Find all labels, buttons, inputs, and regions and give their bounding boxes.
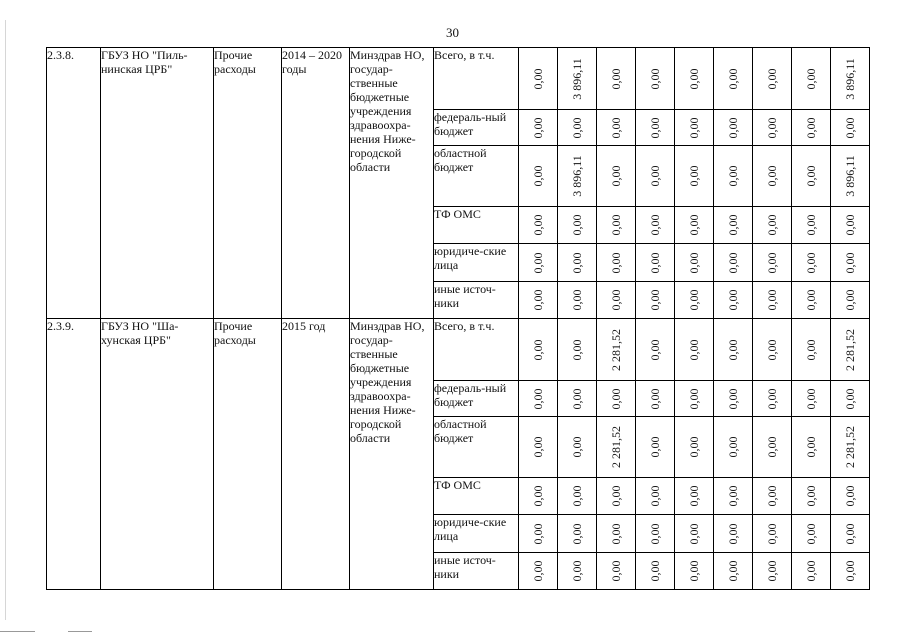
funding-source: ТФ ОМС: [434, 478, 519, 515]
amount-cell: [636, 478, 675, 515]
amount-cell: [558, 319, 597, 381]
amount-value: 0,00: [765, 214, 779, 236]
amount-value: 0,00: [726, 339, 740, 360]
table-row: [47, 48, 870, 110]
amount-value: 0,00: [531, 214, 545, 236]
amount-value: 0,00: [726, 252, 740, 273]
amount-cell: [558, 478, 597, 515]
amount-value: 0,00: [804, 214, 818, 236]
amount-cell: [675, 244, 714, 282]
amount-cell: [636, 515, 675, 553]
funding-source: федераль-ный бюджет: [434, 381, 519, 417]
amount-value: 0,00: [804, 485, 818, 507]
amount-value: 0,00: [648, 117, 662, 138]
amount-cell: [519, 146, 558, 207]
amount-value: 0,00: [804, 68, 818, 89]
amount-value: 0,00: [531, 485, 545, 507]
executor: Минздрав НО, государ-ственные бюджетные учреждения здравоохра-нения Ниже-городской области: [350, 48, 434, 319]
amount-cell: [519, 207, 558, 244]
amount-value: 0,00: [609, 388, 623, 409]
amount-cell: [519, 282, 558, 319]
amount-cell: [753, 319, 792, 381]
amount-value: 2 281,52: [609, 426, 623, 468]
amount-value: 0,00: [804, 165, 818, 187]
amount-value: 0,00: [609, 214, 623, 236]
amount-value: 0,00: [804, 560, 818, 582]
amount-cell: [831, 553, 870, 590]
amount-value: 0,00: [609, 289, 623, 311]
organization-name: ГБУЗ НО "Пиль-нинская ЦРБ": [101, 48, 214, 319]
amount-cell: [753, 515, 792, 553]
amount-value: 0,00: [765, 388, 779, 409]
amount-value: 3 896,11: [843, 57, 857, 100]
scan-edge-line: [5, 20, 6, 620]
amount-cell: [519, 110, 558, 146]
amount-cell: [831, 48, 870, 110]
amount-value: 0,00: [648, 339, 662, 360]
implementation-period: 2015 год: [282, 319, 350, 590]
amount-cell: [636, 244, 675, 282]
amount-cell: [792, 48, 831, 110]
funding-source: иные источ-ники: [434, 282, 519, 319]
amount-cell: [753, 207, 792, 244]
amount-value: 0,00: [726, 436, 740, 458]
amount-value: 0,00: [609, 68, 623, 89]
amount-cell: [597, 244, 636, 282]
amount-value: 0,00: [687, 523, 701, 544]
amount-cell: [831, 478, 870, 515]
amount-cell: [675, 515, 714, 553]
amount-cell: [714, 319, 753, 381]
amount-value: 2 281,52: [609, 328, 623, 371]
amount-value: 0,00: [648, 523, 662, 544]
footer-mark: [0, 631, 35, 632]
amount-value: 0,00: [804, 436, 818, 458]
amount-cell: [792, 553, 831, 590]
amount-value: 0,00: [804, 339, 818, 360]
amount-value: 0,00: [531, 117, 545, 138]
amount-cell: [792, 319, 831, 381]
amount-cell: [519, 381, 558, 417]
amount-value: 3 896,11: [843, 155, 857, 197]
amount-value: 0,00: [648, 68, 662, 89]
amount-value: 0,00: [648, 560, 662, 582]
amount-cell: [636, 48, 675, 110]
amount-value: 0,00: [570, 117, 584, 138]
amount-cell: [675, 381, 714, 417]
amount-cell: [714, 381, 753, 417]
amount-value: 0,00: [765, 560, 779, 582]
page-number: 30: [446, 25, 459, 40]
amount-cell: [714, 146, 753, 207]
amount-value: 0,00: [726, 523, 740, 544]
amount-cell: [753, 110, 792, 146]
amount-value: 0,00: [570, 436, 584, 458]
expense-type: Прочие расходы: [214, 48, 282, 319]
amount-value: 0,00: [687, 436, 701, 458]
amount-value: 0,00: [726, 68, 740, 89]
amount-value: 0,00: [570, 214, 584, 236]
amount-value: 0,00: [687, 388, 701, 409]
amount-value: 0,00: [570, 560, 584, 582]
amount-value: 0,00: [765, 289, 779, 311]
amount-cell: [675, 48, 714, 110]
amount-value: 0,00: [804, 388, 818, 409]
amount-cell: [636, 207, 675, 244]
amount-value: 0,00: [648, 252, 662, 273]
amount-cell: [714, 553, 753, 590]
funding-source: областной бюджет: [434, 417, 519, 478]
amount-cell: [597, 553, 636, 590]
amount-cell: [714, 110, 753, 146]
amount-value: 0,00: [843, 388, 857, 409]
amount-cell: [558, 207, 597, 244]
amount-cell: [831, 146, 870, 207]
amount-cell: [714, 478, 753, 515]
amount-value: 0,00: [726, 485, 740, 507]
amount-value: 0,00: [609, 165, 623, 187]
amount-cell: [792, 282, 831, 319]
amount-value: 0,00: [843, 485, 857, 507]
amount-cell: [519, 319, 558, 381]
amount-value: 0,00: [765, 252, 779, 273]
amount-cell: [792, 110, 831, 146]
amount-value: 0,00: [687, 339, 701, 360]
amount-cell: [792, 515, 831, 553]
amount-value: 0,00: [687, 68, 701, 89]
amount-value: 0,00: [609, 560, 623, 582]
amount-cell: [714, 207, 753, 244]
amount-cell: [753, 478, 792, 515]
amount-value: 0,00: [726, 117, 740, 138]
amount-value: 0,00: [726, 165, 740, 187]
amount-cell: [675, 417, 714, 478]
amount-value: 0,00: [570, 485, 584, 507]
implementation-period: 2014 – 2020 годы: [282, 48, 350, 319]
amount-cell: [519, 478, 558, 515]
amount-value: 0,00: [765, 485, 779, 507]
amount-value: 0,00: [531, 523, 545, 544]
amount-value: 0,00: [765, 436, 779, 458]
funding-source: юридиче-ские лица: [434, 244, 519, 282]
amount-value: 0,00: [687, 289, 701, 311]
amount-cell: [792, 244, 831, 282]
amount-value: 0,00: [765, 339, 779, 360]
amount-value: 0,00: [765, 117, 779, 138]
amount-cell: [636, 319, 675, 381]
amount-cell: [558, 381, 597, 417]
amount-cell: [636, 381, 675, 417]
funding-source: иные источ-ники: [434, 553, 519, 590]
amount-value: 0,00: [609, 523, 623, 544]
amount-cell: [831, 381, 870, 417]
amount-cell: [753, 48, 792, 110]
amount-cell: [753, 146, 792, 207]
amount-cell: [597, 110, 636, 146]
amount-cell: [714, 244, 753, 282]
amount-value: 0,00: [531, 436, 545, 458]
amount-cell: [519, 553, 558, 590]
amount-cell: [636, 282, 675, 319]
amount-cell: [597, 207, 636, 244]
amount-value: 0,00: [570, 289, 584, 311]
amount-cell: [675, 207, 714, 244]
amount-value: 0,00: [804, 523, 818, 544]
amount-cell: [714, 515, 753, 553]
amount-cell: [558, 110, 597, 146]
amount-cell: [636, 110, 675, 146]
amount-cell: [597, 48, 636, 110]
amount-cell: [519, 244, 558, 282]
amount-cell: [831, 207, 870, 244]
amount-cell: [597, 146, 636, 207]
amount-cell: [558, 417, 597, 478]
amount-cell: [675, 553, 714, 590]
amount-cell: [558, 515, 597, 553]
funding-source: федераль-ный бюджет: [434, 110, 519, 146]
funding-source: областной бюджет: [434, 146, 519, 207]
amount-value: 0,00: [648, 289, 662, 311]
amount-value: 0,00: [687, 485, 701, 507]
amount-value: 0,00: [687, 252, 701, 273]
amount-cell: [792, 478, 831, 515]
amount-value: 0,00: [843, 117, 857, 138]
amount-value: 0,00: [804, 289, 818, 311]
amount-value: 0,00: [726, 560, 740, 582]
amount-cell: [597, 417, 636, 478]
amount-value: 0,00: [726, 214, 740, 236]
amount-value: 2 281,52: [843, 426, 857, 468]
amount-value: 0,00: [570, 523, 584, 544]
amount-value: 0,00: [531, 165, 545, 187]
amount-value: 0,00: [765, 68, 779, 89]
amount-value: 0,00: [609, 117, 623, 138]
amount-value: 0,00: [570, 252, 584, 273]
amount-cell: [597, 282, 636, 319]
amount-value: 0,00: [765, 165, 779, 187]
amount-value: 0,00: [843, 214, 857, 236]
amount-cell: [558, 244, 597, 282]
amount-cell: [792, 381, 831, 417]
amount-cell: [675, 319, 714, 381]
amount-cell: [675, 282, 714, 319]
amount-value: 2 281,52: [843, 328, 857, 371]
amount-value: 0,00: [570, 388, 584, 409]
table-row: [47, 319, 870, 381]
item-code: 2.3.8.: [47, 48, 101, 319]
amount-value: 0,00: [804, 252, 818, 273]
amount-value: 3 896,11: [570, 57, 584, 100]
amount-value: 0,00: [843, 560, 857, 582]
amount-value: 0,00: [609, 252, 623, 273]
amount-cell: [519, 417, 558, 478]
amount-value: 0,00: [648, 214, 662, 236]
amount-value: 0,00: [843, 523, 857, 544]
amount-cell: [831, 417, 870, 478]
amount-cell: [753, 381, 792, 417]
amount-cell: [831, 244, 870, 282]
amount-cell: [597, 319, 636, 381]
funding-source: юридиче-ские лица: [434, 515, 519, 553]
funding-source: Всего, в т.ч.: [434, 48, 519, 110]
amount-cell: [558, 282, 597, 319]
amount-value: 0,00: [726, 289, 740, 311]
amount-value: 0,00: [531, 560, 545, 582]
amount-value: 0,00: [726, 388, 740, 409]
amount-cell: [714, 48, 753, 110]
amount-cell: [792, 207, 831, 244]
amount-cell: [636, 417, 675, 478]
amount-cell: [753, 244, 792, 282]
amount-cell: [597, 381, 636, 417]
amount-cell: [753, 553, 792, 590]
amount-cell: [675, 110, 714, 146]
amount-cell: [597, 515, 636, 553]
amount-cell: [753, 417, 792, 478]
amount-cell: [558, 48, 597, 110]
amount-cell: [558, 146, 597, 207]
amount-cell: [714, 417, 753, 478]
amount-value: 0,00: [648, 436, 662, 458]
amount-cell: [558, 553, 597, 590]
amount-value: 0,00: [531, 339, 545, 360]
amount-value: 0,00: [609, 485, 623, 507]
amount-cell: [675, 478, 714, 515]
amount-cell: [519, 515, 558, 553]
funding-source: Всего, в т.ч.: [434, 319, 519, 381]
expense-type: Прочие расходы: [214, 319, 282, 590]
amount-value: 0,00: [570, 339, 584, 360]
item-code: 2.3.9.: [47, 319, 101, 590]
amount-cell: [831, 282, 870, 319]
amount-value: 0,00: [843, 252, 857, 273]
amount-value: 0,00: [531, 289, 545, 311]
amount-cell: [753, 282, 792, 319]
amount-value: 0,00: [804, 117, 818, 138]
organization-name: ГБУЗ НО "Ша-хунская ЦРБ": [101, 319, 214, 590]
amount-value: 0,00: [687, 165, 701, 187]
amount-value: 0,00: [687, 117, 701, 138]
amount-cell: [792, 417, 831, 478]
footer-mark: [68, 631, 92, 632]
amount-cell: [831, 319, 870, 381]
amount-cell: [636, 146, 675, 207]
amount-value: 3 896,11: [570, 155, 584, 197]
amount-cell: [714, 282, 753, 319]
funding-source: ТФ ОМС: [434, 207, 519, 244]
amount-value: 0,00: [648, 165, 662, 187]
amount-cell: [597, 478, 636, 515]
amount-value: 0,00: [687, 560, 701, 582]
amount-value: 0,00: [648, 388, 662, 409]
amount-value: 0,00: [687, 214, 701, 236]
amount-value: 0,00: [531, 388, 545, 409]
amount-cell: [831, 515, 870, 553]
amount-value: 0,00: [531, 68, 545, 89]
amount-value: 0,00: [765, 523, 779, 544]
funding-table: [46, 47, 870, 590]
amount-cell: [519, 48, 558, 110]
amount-cell: [792, 146, 831, 207]
amount-cell: [636, 553, 675, 590]
amount-value: 0,00: [843, 289, 857, 311]
amount-value: 0,00: [531, 252, 545, 273]
amount-cell: [675, 146, 714, 207]
executor: Минздрав НО, государ-ственные бюджетные учреждения здравоохра-нения Ниже-городской области: [350, 319, 434, 590]
amount-cell: [831, 110, 870, 146]
amount-value: 0,00: [648, 485, 662, 507]
